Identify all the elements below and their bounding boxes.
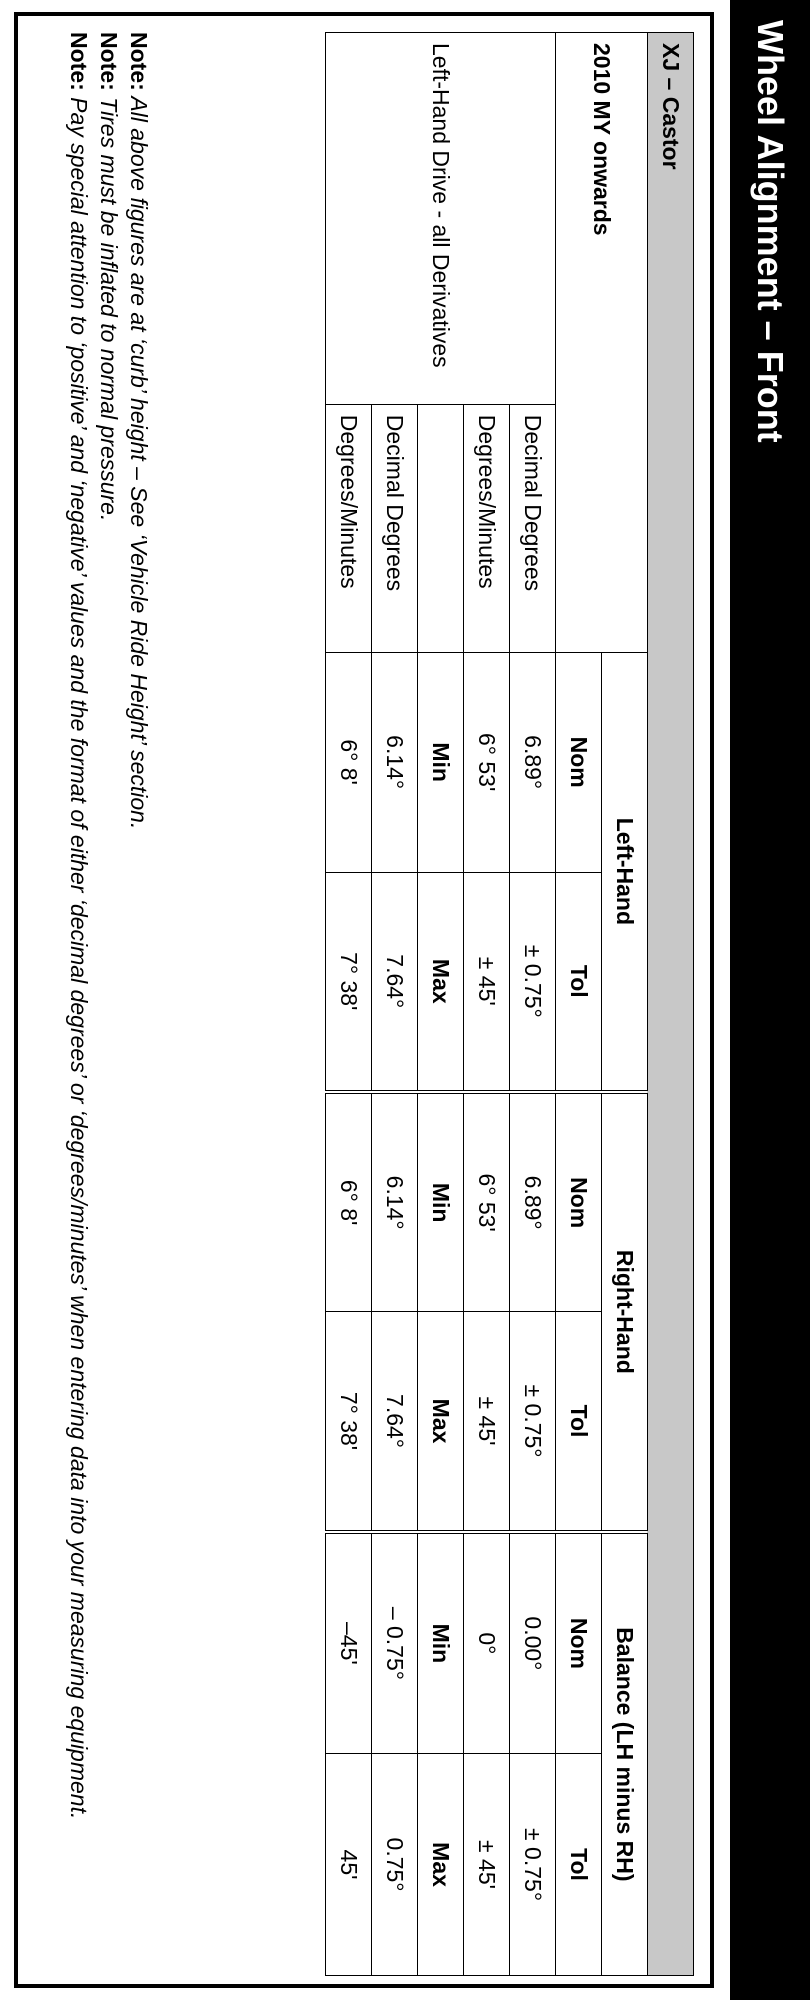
table-cell: 6° 53' xyxy=(464,652,510,872)
column-header: Nom xyxy=(556,1092,602,1312)
table-cell: ± 45' xyxy=(464,872,510,1092)
table-cell: 6.14° xyxy=(372,1092,418,1312)
column-header: Max xyxy=(418,1754,464,1976)
blank-cell xyxy=(418,404,464,652)
column-header: Nom xyxy=(556,1532,602,1754)
table-cell: 6.89° xyxy=(510,652,556,872)
table-cell: – 0.75° xyxy=(372,1532,418,1754)
column-header: Max xyxy=(418,1312,464,1532)
table-cell: ± 45' xyxy=(464,1312,510,1532)
table-cell: 0.75° xyxy=(372,1754,418,1976)
table-cell: 0° xyxy=(464,1532,510,1754)
table-cell: –45' xyxy=(326,1532,372,1754)
row-label: Decimal Degrees xyxy=(510,404,556,652)
table-cell: 6° 8' xyxy=(326,1092,372,1312)
column-header: Tol xyxy=(556,872,602,1092)
table-cell: 7° 38' xyxy=(326,872,372,1092)
group-header-left-hand: Left-Hand xyxy=(602,652,648,1092)
note xyxy=(94,32,124,1976)
table-cell: 6.89° xyxy=(510,1092,556,1312)
table-cell: 6.14° xyxy=(372,652,418,872)
model-year: 2010 MY onwards xyxy=(556,33,648,653)
note xyxy=(64,32,94,1976)
column-header: Max xyxy=(418,872,464,1092)
row-label: Degrees/Minutes xyxy=(326,404,372,652)
group-header-balance: Balance (LH minus RH) xyxy=(602,1532,648,1976)
table-cell: 7° 38' xyxy=(326,1312,372,1532)
note-label: Note: xyxy=(66,32,92,91)
castor-spec-table xyxy=(325,32,694,1976)
row-label: Degrees/Minutes xyxy=(464,404,510,652)
table-cell: 7.64° xyxy=(372,1312,418,1532)
column-header: Tol xyxy=(556,1312,602,1532)
note-text: All above figures are at ‘curb’ height – See ‘Vehicle Ride Height’ section. xyxy=(126,90,152,830)
table-cell: 6° 53' xyxy=(464,1092,510,1312)
column-header: Tol xyxy=(556,1754,602,1976)
note xyxy=(124,32,154,1976)
group-header-right-hand: Right-Hand xyxy=(602,1092,648,1532)
table-cell: ± 45' xyxy=(464,1754,510,1976)
group-header-row xyxy=(602,33,648,1976)
table-title-row xyxy=(648,33,694,1976)
table-cell: ± 0.75° xyxy=(510,1754,556,1976)
table-cell: 0.00° xyxy=(510,1532,556,1754)
note-text: Pay special attention to ‘positive’ and ‘negative’ values and the format of either ‘decimal degrees’ or ‘degrees/minutes’ when entering data into your measuring equipment. xyxy=(66,90,92,1820)
page-title: Wheel Alignment – Front xyxy=(730,0,810,2000)
column-header: Min xyxy=(418,1092,464,1312)
table-cell: 7.64° xyxy=(372,872,418,1092)
table-cell: 45' xyxy=(326,1754,372,1976)
column-header: Min xyxy=(418,1532,464,1754)
table-cell: ± 0.75° xyxy=(510,872,556,1092)
column-header: Nom xyxy=(556,652,602,872)
table-cell: 6° 8' xyxy=(326,652,372,872)
column-header: Min xyxy=(418,652,464,872)
notes-section xyxy=(64,32,154,1976)
content-frame xyxy=(14,12,714,1988)
note-text: Tires must be inflated to normal pressure. xyxy=(96,90,122,522)
table-title: XJ – Castor xyxy=(648,33,694,1976)
note-label: Note: xyxy=(126,32,152,91)
table-cell: ± 0.75° xyxy=(510,1312,556,1532)
row-label: Decimal Degrees xyxy=(372,404,418,652)
note-label: Note: xyxy=(96,32,122,91)
derivative-label: Left-Hand Drive - all Derivatives xyxy=(326,33,556,405)
table-row xyxy=(510,33,556,1976)
